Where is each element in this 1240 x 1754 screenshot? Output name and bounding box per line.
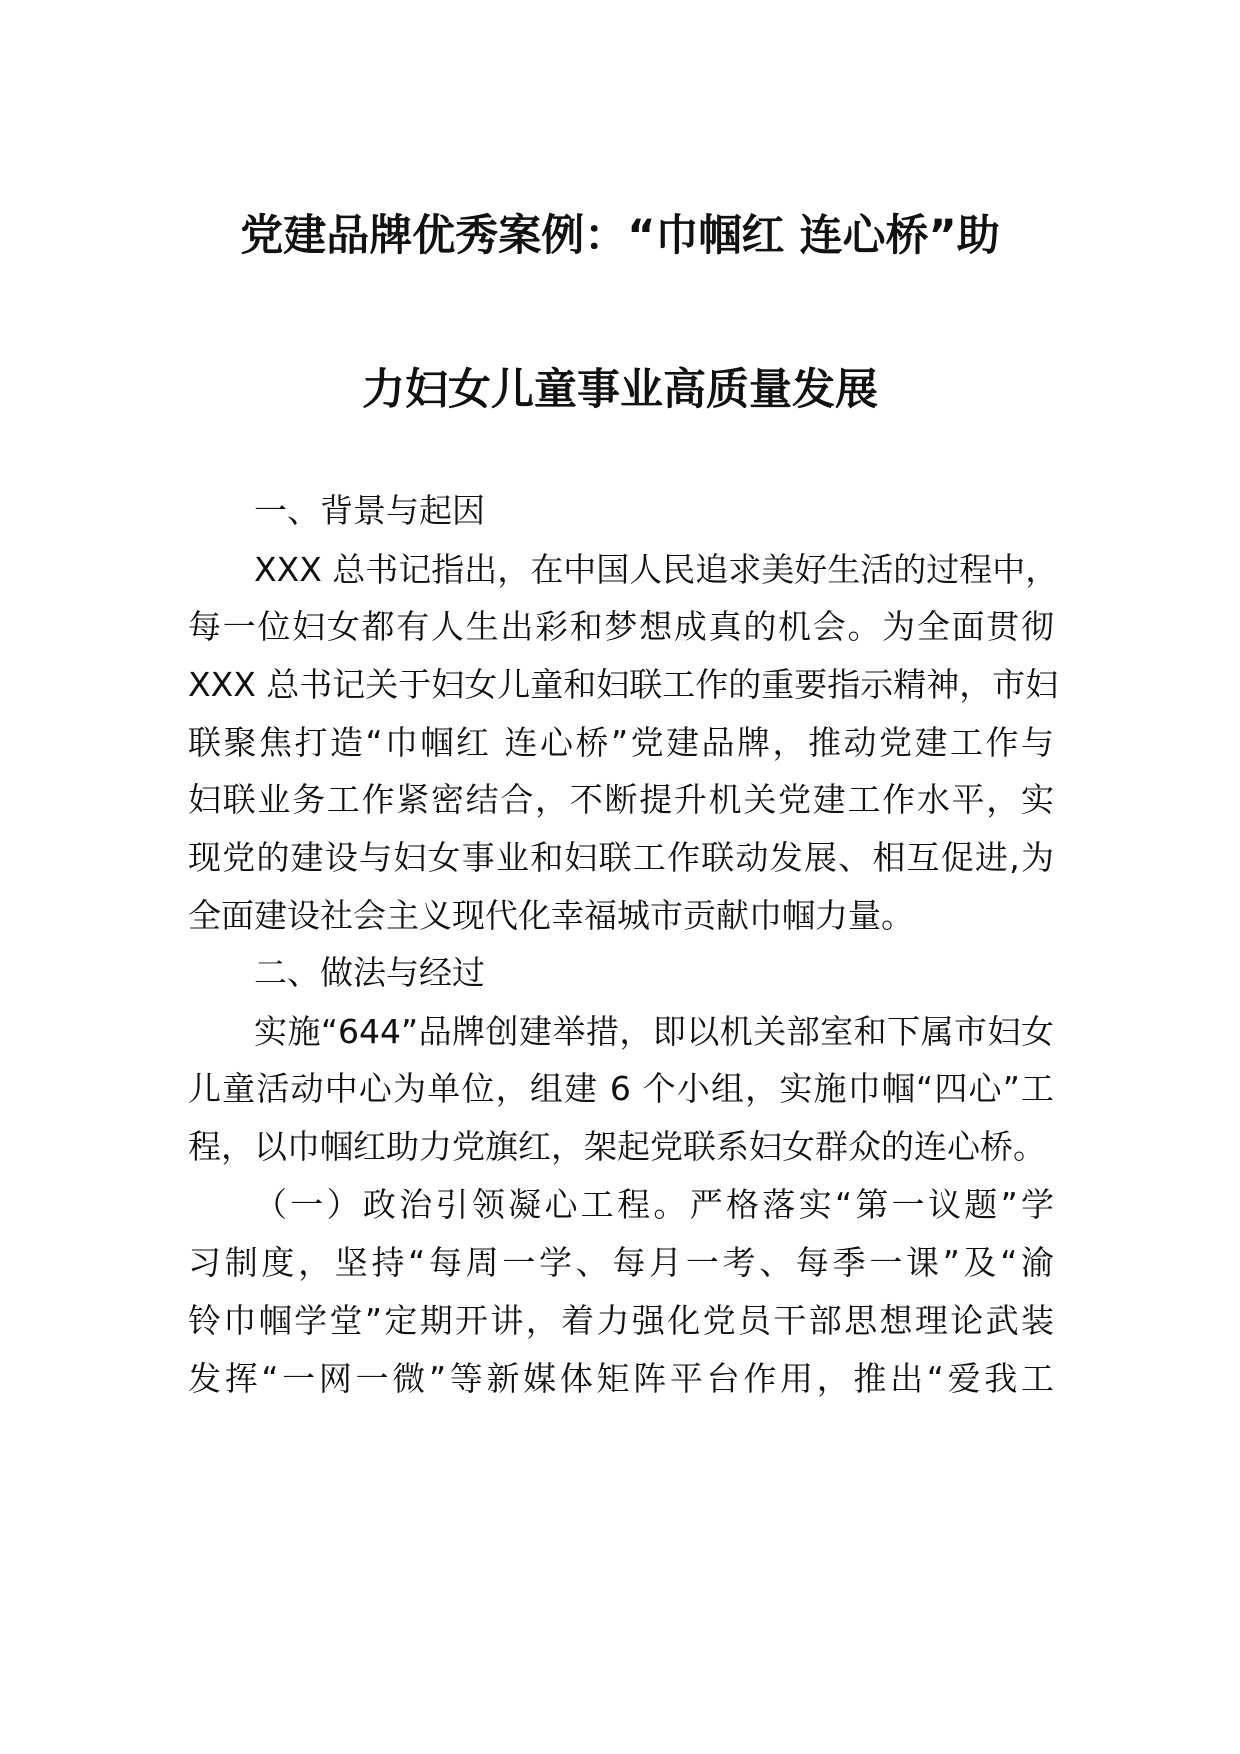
- paragraph-line: 发挥“一网一微”等新媒体矩阵平台作用，推出“爱我工: [188, 1359, 1054, 1398]
- paragraph-line: （一）政治引领凝心工程。严格落实“第一议题”学: [254, 1185, 1054, 1224]
- document-title-line-2: 力妇女儿童事业高质量发展: [362, 365, 878, 415]
- document-title-line-1: 党建品牌优秀案例：“巾帼红 连心桥”助: [240, 211, 1000, 261]
- paragraph-line: 全面建设社会主义现代化幸福城市贡献巾帼力量。: [188, 896, 914, 935]
- paragraph-line: XXX 总书记关于妇女儿童和妇联工作的重要指示精神，市妇: [188, 665, 1059, 704]
- section-heading-methods: 二、做法与经过: [254, 953, 485, 992]
- paragraph-line: 联聚焦打造“巾帼红 连心桥”党建品牌，推动党建工作与: [188, 723, 1054, 762]
- paragraph-line: 妇联业务工作紧密结合，不断提升机关党建工作水平，实: [188, 780, 1054, 819]
- paragraph-line: 程，以巾帼红助力党旗红，架起党联系妇女群众的连心桥。: [188, 1127, 1046, 1166]
- paragraph-line: 现党的建设与妇女事业和妇联工作联动发展、相互促进,为: [188, 838, 1054, 877]
- paragraph-line: 每一位妇女都有人生出彩和梦想成真的机会。为全面贯彻: [188, 607, 1054, 646]
- section-heading-background: 一、背景与起因: [254, 491, 485, 530]
- paragraph-line: 铃巾帼学堂”定期开讲，着力强化党员干部思想理论武装: [188, 1301, 1054, 1340]
- paragraph-line: 儿童活动中心为单位，组建 6 个小组，实施巾帼“四心”工: [188, 1069, 1054, 1108]
- paragraph-line: 习制度，坚持“每周一学、每月一考、每季一课”及“渝: [188, 1243, 1054, 1282]
- paragraph-line: XXX 总书记指出，在中国人民追求美好生活的过程中，: [254, 550, 1059, 589]
- paragraph-line: 实施“644”品牌创建举措，即以机关部室和下属市妇女: [254, 1012, 1054, 1051]
